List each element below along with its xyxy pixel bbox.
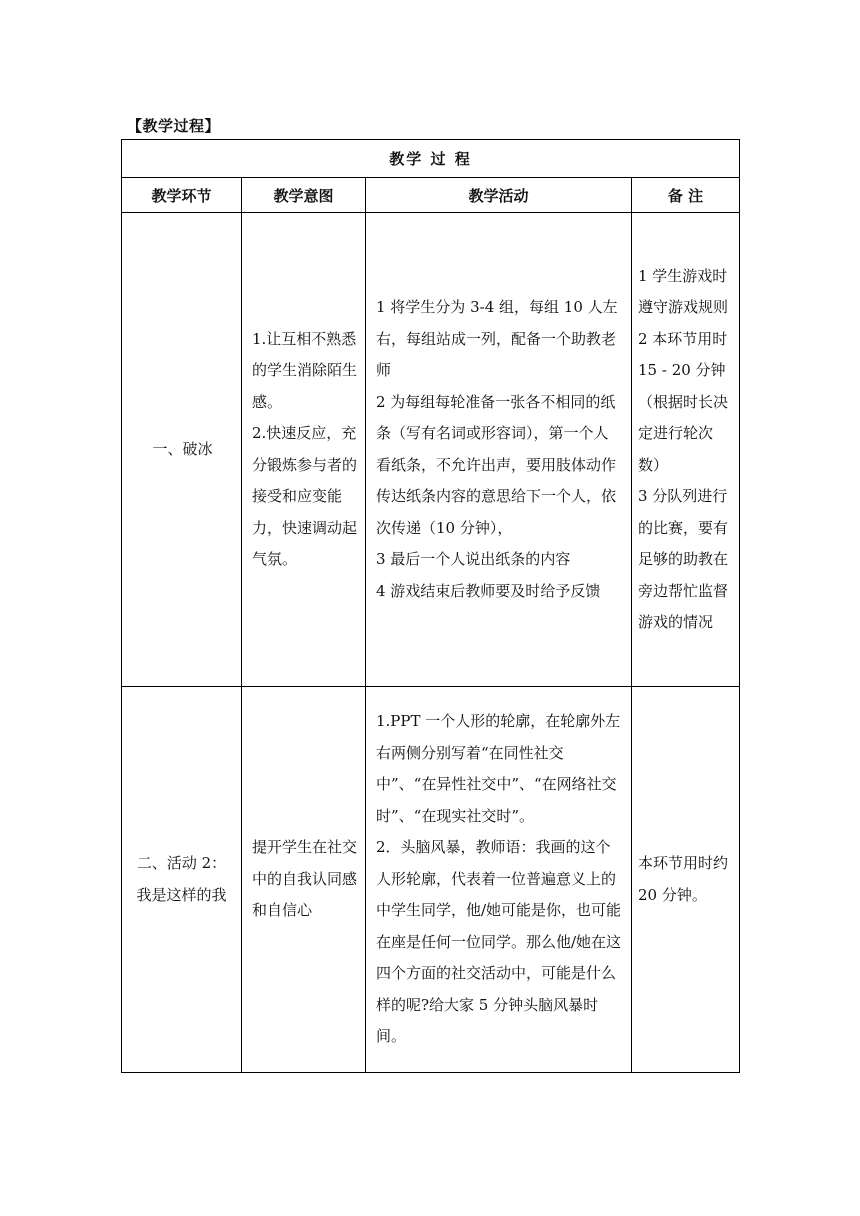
- note-item: 3 分队列进行的比赛，要有足够的助教在旁边帮忙监督游戏的情况: [638, 487, 729, 631]
- table-row: [122, 687, 740, 1073]
- header-intent: 教学意图: [242, 178, 366, 213]
- activity-step: 1.PPT 一个人形的轮廓，在轮廓外左右两侧分别写着“在同性社交中”、“在异性社交中”、“在网络社交时”、“在现实社交时”。: [376, 712, 621, 825]
- activity-step: 2．头脑风暴，教师语：我画的这个人形轮廓，代表着一位普遍意义上的中学生同学，他/她可能是你，也可能在座是任何一位同学。那么他/她在这四个方面的社交活动中，可能是什么样的呢?给大家 5 分钟头脑风暴时间。: [376, 838, 622, 1046]
- intent-text: 提开学生在社交中的自我认同感和自信心: [252, 838, 358, 920]
- stage-text: 一、破冰: [152, 439, 213, 458]
- table-title: 教学 过 程: [122, 140, 740, 178]
- intent-cell: [242, 687, 366, 1073]
- notes-cell: [632, 687, 740, 1073]
- stage-cell: [122, 687, 242, 1073]
- activity-step: 2 为每组每轮准备一张各不相同的纸条（写有名词或形容词），第一个人看纸条，不允许出声，要用肢体动作传达纸条内容的意思给下一个人，依次传递（10 分钟），: [376, 392, 617, 537]
- note-item: 2 本环节用时 15 - 20 分钟（根据时长决定进行轮次数）: [638, 329, 729, 474]
- activity-step: 1 将学生分为 3-4 组，每组 10 人左右，每组站成一列，配备一个助教老师: [376, 298, 618, 379]
- stage-text: 我是这样的我: [136, 885, 227, 904]
- stage-cell: [122, 213, 242, 687]
- header-notes: 备 注: [632, 178, 740, 213]
- intent-text: 2.快速反应，充分锻炼参与者的接受和应变能力，快速调动起气氛。: [252, 424, 358, 568]
- activity-step: 3 最后一个人说出纸条的内容: [376, 550, 571, 568]
- header-activities: 教学活动: [366, 178, 632, 213]
- activities-cell: [366, 213, 632, 687]
- teaching-process-table: [121, 139, 740, 1073]
- intent-text: 1.让互相不熟悉的学生消除陌生感。: [252, 329, 358, 411]
- note-item: 1 学生游戏时遵守游戏规则: [638, 266, 729, 316]
- note-item: 本环节用时约 20 分钟。: [638, 854, 729, 904]
- table-header-row: [122, 178, 740, 213]
- activities-cell: [366, 687, 632, 1073]
- stage-text: 二、活动 2：: [136, 854, 227, 872]
- table-title-row: [122, 140, 740, 178]
- header-stage: 教学环节: [122, 178, 242, 213]
- section-heading: 【教学过程】: [127, 117, 221, 135]
- notes-cell: [632, 213, 740, 687]
- activity-step: 4 游戏结束后教师要及时给予反馈: [376, 581, 601, 600]
- table-row: [122, 213, 740, 687]
- intent-cell: [242, 213, 366, 687]
